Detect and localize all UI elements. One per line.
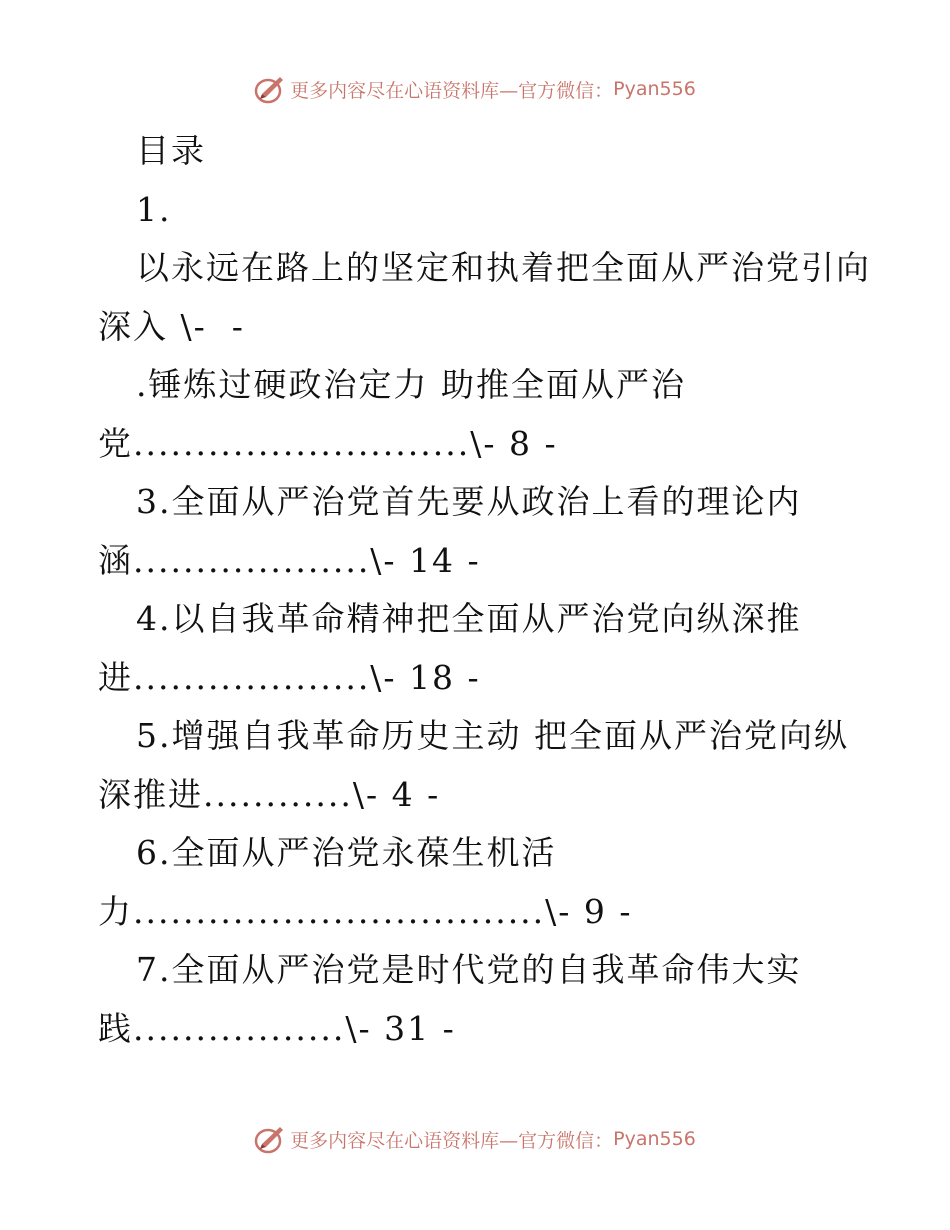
toc-line: 党...........................\- 8 -: [98, 423, 558, 463]
table-of-contents: [98, 122, 898, 1058]
toc-line: 深推进............\- 4 -: [98, 774, 441, 814]
toc-line: 涵...................\- 14 -: [98, 540, 481, 580]
toc-line: 进...................\- 18 -: [98, 657, 481, 697]
watermark-text: 更多内容尽在心语资料库—官方微信：: [290, 1129, 614, 1152]
header-watermark: [0, 72, 950, 106]
pen-logo-icon: [254, 1122, 286, 1156]
toc-line: 4.以自我革命精神把全面从严治党向纵深推: [136, 599, 802, 638]
footer-watermark: [0, 1122, 950, 1156]
toc-line: .锤炼过硬政治定力 助推全面从严治: [136, 365, 686, 404]
watermark-wechat-id: Pyan556: [613, 78, 696, 100]
toc-line: 6.全面从严治党永葆生机活: [136, 833, 557, 872]
pen-logo-icon: [254, 72, 286, 106]
toc-line: 深入 \- -: [98, 306, 245, 346]
watermark-text: 更多内容尽在心语资料库—官方微信：: [290, 79, 614, 102]
toc-line: 5.增强自我革命历史主动 把全面从严治党向纵: [136, 716, 849, 755]
toc-line: 7.全面从严治党是时代党的自我革命伟大实: [136, 950, 802, 989]
toc-title: 目录: [136, 131, 206, 170]
toc-line: 3.全面从严治党首先要从政治上看的理论内: [136, 482, 802, 521]
toc-line: 以永远在路上的坚定和执着把全面从严治党引向: [136, 248, 871, 287]
toc-line: 践.................\- 31 -: [98, 1008, 456, 1048]
toc-line: 力.................................\- 9 -: [98, 891, 633, 931]
toc-item-number: 1.: [136, 189, 172, 229]
watermark-wechat-id: Pyan556: [613, 1128, 696, 1150]
